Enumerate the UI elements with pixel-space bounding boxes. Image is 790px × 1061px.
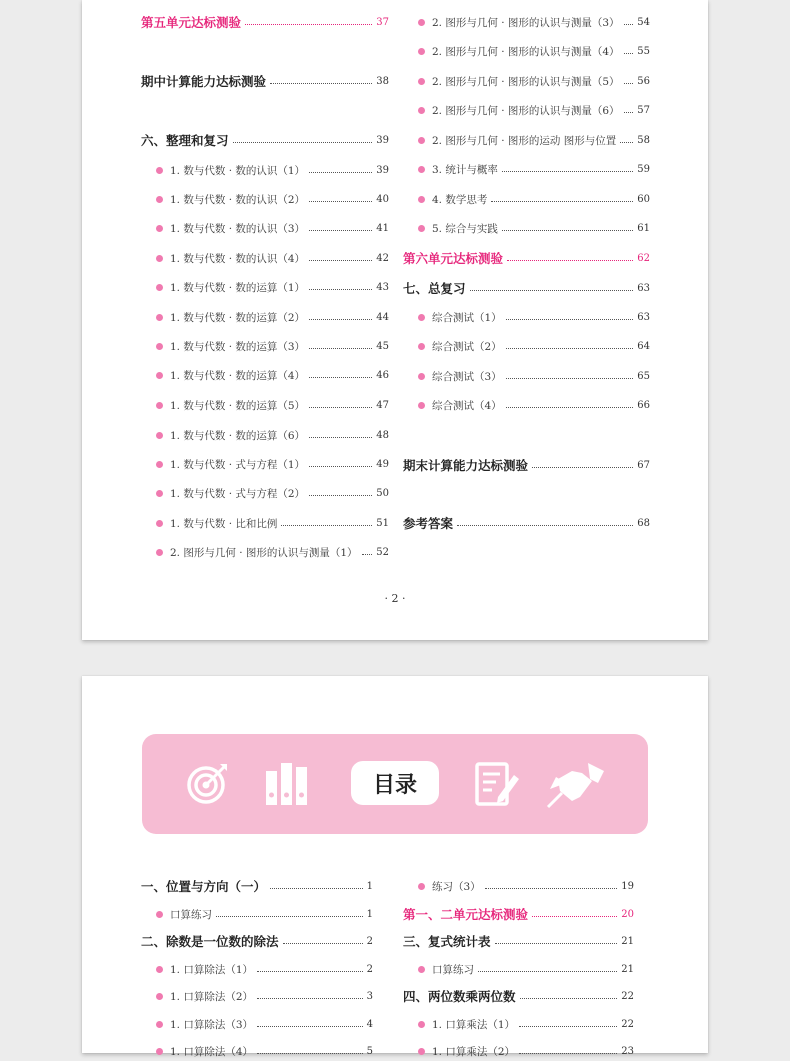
toc-entry-label: 1. 口算除法（3）: [170, 1018, 254, 1031]
bullet-icon: [418, 373, 425, 380]
toc-entry[interactable]: [418, 159, 650, 179]
toc-entry[interactable]: [418, 1014, 634, 1034]
toc-entry-page: 4: [366, 1018, 373, 1030]
toc-entry-page: 45: [376, 340, 389, 352]
toc-entry-page: 52: [376, 546, 389, 558]
dot-leader: [491, 201, 633, 202]
toc-entry[interactable]: [418, 100, 650, 120]
toc-entry-label: 2. 图形与几何 · 图形的认识与测量（4）: [432, 45, 620, 58]
toc-entry-page: 48: [376, 429, 389, 441]
toc-entry-label: 第六单元达标测验: [403, 251, 504, 266]
toc-entry-label: 1. 数与代数 · 数的认识（3）: [170, 222, 306, 235]
toc-entry-label: 六、整理和复习: [141, 133, 229, 148]
toc-entry-page: 50: [376, 487, 389, 499]
dot-leader: [624, 53, 634, 54]
bullet-icon: [418, 225, 425, 232]
dot-leader: [624, 83, 634, 84]
toc-section-heading[interactable]: [403, 248, 650, 268]
toc-entry-page: 42: [376, 252, 389, 264]
toc-entry-label: 1. 数与代数 · 比和比例: [170, 517, 278, 530]
toc-entry[interactable]: [418, 959, 634, 979]
toc-entry-page: 5: [366, 1045, 373, 1057]
toc-section-heading[interactable]: [403, 278, 650, 298]
toc-entry-label: 第一、二单元达标测验: [403, 907, 529, 922]
bullet-icon: [418, 78, 425, 85]
toc-entry-label: 1. 数与代数 · 数的运算（4）: [170, 369, 306, 382]
toc-entry-page: 51: [376, 517, 389, 529]
toc-entry-label: 1. 口算除法（4）: [170, 1045, 254, 1058]
toc-entry-label: 1. 数与代数 · 数的认识（1）: [170, 164, 306, 177]
toc-entry-label: 1. 数与代数 · 式与方程（1）: [170, 458, 306, 471]
toc-entry-label: 七、总复习: [403, 281, 466, 296]
toc-entry[interactable]: [418, 307, 650, 327]
toc-entry-label: 一、位置与方向（一）: [141, 879, 267, 894]
toc-entry-page: 56: [637, 75, 650, 87]
toc-entry-label: 4. 数学思考: [432, 193, 488, 206]
toc-entry[interactable]: [418, 336, 650, 356]
dot-leader: [457, 525, 633, 526]
dot-leader: [624, 24, 634, 25]
toc-entry-label: 练习（3）: [432, 880, 481, 893]
toc-entry-label: 1. 口算除法（2）: [170, 990, 254, 1003]
toc-entry-label: 3. 统计与概率: [432, 163, 498, 176]
bullet-icon: [418, 402, 425, 409]
toc-entry-label: 三、复式统计表: [403, 934, 491, 949]
toc-page-lower: [82, 676, 708, 1058]
toc-entry-page: 1: [366, 880, 373, 892]
dot-leader: [507, 260, 633, 261]
toc-entry-page: 57: [637, 104, 650, 116]
toc-entry-label: 综合测试（1）: [432, 311, 502, 324]
toc-entry-page: 2: [366, 963, 373, 975]
bullet-icon: [418, 137, 425, 144]
bullet-icon: [418, 107, 425, 114]
toc-entry-page: 66: [637, 399, 650, 411]
toc-entry-page: 39: [376, 164, 389, 176]
toc-entry-label: 1. 数与代数 · 数的运算（2）: [170, 311, 306, 324]
toc-entry-page: 54: [637, 16, 650, 28]
toc-entry-label: 1. 数与代数 · 数的运算（1）: [170, 281, 306, 294]
toc-entry[interactable]: [418, 12, 650, 32]
toc-section-heading[interactable]: [403, 931, 634, 951]
dot-leader: [502, 171, 633, 172]
toc-entry-label: 2. 图形与几何 · 图形的认识与测量（3）: [432, 16, 620, 29]
bullet-icon: [418, 314, 425, 321]
toc-entry-label: 2. 图形与几何 · 图形的认识与测量（6）: [432, 104, 620, 117]
toc-entry[interactable]: [418, 1041, 634, 1061]
dot-leader: [478, 971, 617, 972]
toc-entry-label: 参考答案: [403, 516, 454, 531]
toc-entry-label: 1. 数与代数 · 数的运算（3）: [170, 340, 306, 353]
toc-entry-label: 期中计算能力达标测验: [141, 74, 267, 89]
toc-entry-page: 62: [637, 252, 650, 264]
toc-entry-page: 43: [376, 281, 389, 293]
toc-entry-label: 2. 图形与几何 · 图形的认识与测量（5）: [432, 75, 620, 88]
toc-entry-page: 19: [621, 880, 634, 892]
toc-entry-page: 1: [366, 908, 373, 920]
dot-leader: [506, 378, 634, 379]
toc-entry[interactable]: [418, 41, 650, 61]
dot-leader: [506, 319, 634, 320]
toc-entry[interactable]: [418, 876, 634, 896]
toc-entry[interactable]: [418, 71, 650, 91]
page-number: · 2 ·: [384, 592, 406, 605]
toc-entry-page: 44: [376, 311, 389, 323]
toc-title: 目录: [351, 761, 439, 805]
toc-entry-page: 21: [621, 935, 634, 947]
bullet-icon: [418, 343, 425, 350]
dot-leader: [532, 916, 617, 917]
toc-entry-page: 2: [366, 935, 373, 947]
toc-right-column: [82, 676, 708, 1058]
bullet-icon: [418, 1021, 425, 1028]
dot-leader: [485, 888, 618, 889]
toc-entry-page: 55: [637, 45, 650, 57]
toc-entry-label: 综合测试（4）: [432, 399, 502, 412]
toc-entry-page: 67: [637, 459, 650, 471]
toc-entry-page: 58: [637, 134, 650, 146]
dot-leader: [502, 230, 633, 231]
toc-entry-page: 20: [621, 908, 634, 920]
toc-entry-label: 1. 数与代数 · 式与方程（2）: [170, 487, 306, 500]
toc-entry-label: 1. 口算乘法（1）: [432, 1018, 516, 1031]
toc-entry-label: 口算练习: [432, 963, 474, 976]
dot-leader: [506, 407, 634, 408]
toc-entry-label: 二、除数是一位数的除法: [141, 934, 279, 949]
toc-entry-label: 第五单元达标测验: [141, 15, 242, 30]
toc-entry[interactable]: [418, 366, 650, 386]
dot-leader: [470, 290, 634, 291]
toc-entry-label: 2. 图形与几何 · 图形的认识与测量（1）: [170, 546, 358, 559]
toc-entry-label: 1. 口算除法（1）: [170, 963, 254, 976]
dot-leader: [519, 1026, 617, 1027]
toc-right-column: [82, 0, 708, 640]
toc-entry-page: 40: [376, 193, 389, 205]
toc-entry[interactable]: [418, 130, 650, 150]
bullet-icon: [418, 166, 425, 173]
toc-entry-label: 1. 数与代数 · 数的认识（2）: [170, 193, 306, 206]
toc-entry[interactable]: [418, 189, 650, 209]
toc-entry-page: 22: [621, 1018, 634, 1030]
toc-entry-label: 综合测试（2）: [432, 340, 502, 353]
toc-entry-page: 63: [637, 311, 650, 323]
toc-entry-page: 46: [376, 369, 389, 381]
dot-leader: [620, 142, 633, 143]
toc-entry-page: 38: [376, 75, 389, 87]
toc-entry-page: 21: [621, 963, 634, 975]
toc-entry-label: 综合测试（3）: [432, 370, 502, 383]
toc-entry-label: 1. 数与代数 · 数的认识（4）: [170, 252, 306, 265]
toc-section-heading[interactable]: [403, 904, 634, 924]
toc-entry-page: 49: [376, 458, 389, 470]
toc-section-heading[interactable]: [403, 455, 650, 475]
toc-entry-page: 41: [376, 222, 389, 234]
toc-entry-page: 39: [376, 134, 389, 146]
toc-section-heading[interactable]: [403, 513, 650, 533]
toc-entry-label: 口算练习: [170, 908, 212, 921]
dot-leader: [624, 112, 634, 113]
bullet-icon: [418, 19, 425, 26]
toc-entry-page: 37: [376, 16, 389, 28]
bullet-icon: [418, 48, 425, 55]
bullet-icon: [418, 883, 425, 890]
toc-entry-label: 期末计算能力达标测验: [403, 458, 529, 473]
toc-entry-page: 47: [376, 399, 389, 411]
bullet-icon: [418, 1048, 425, 1055]
dot-leader: [520, 998, 618, 999]
toc-entry-label: 1. 数与代数 · 数的运算（5）: [170, 399, 306, 412]
toc-entry-page: 65: [637, 370, 650, 382]
toc-section-heading[interactable]: [403, 986, 634, 1006]
toc-entry-label: 2. 图形与几何 · 图形的运动 图形与位置: [432, 134, 617, 147]
toc-entry-page: 22: [621, 990, 634, 1002]
toc-entry-label: 1. 口算乘法（2）: [432, 1045, 516, 1058]
bullet-icon: [418, 196, 425, 203]
toc-entry-label: 1. 数与代数 · 数的运算（6）: [170, 429, 306, 442]
toc-page-upper: [82, 0, 708, 640]
dot-leader: [532, 467, 633, 468]
toc-entry-page: 63: [637, 282, 650, 294]
toc-entry-page: 60: [637, 193, 650, 205]
bullet-icon: [418, 966, 425, 973]
toc-entry-page: 23: [621, 1045, 634, 1057]
toc-entry[interactable]: [418, 395, 650, 415]
toc-entry-page: 64: [637, 340, 650, 352]
toc-entry-page: 61: [637, 222, 650, 234]
toc-entry-label: 四、两位数乘两位数: [403, 989, 516, 1004]
toc-entry[interactable]: [418, 218, 650, 238]
dot-leader: [506, 348, 634, 349]
toc-entry-page: 59: [637, 163, 650, 175]
dot-leader: [495, 943, 618, 944]
toc-entry-label: 5. 综合与实践: [432, 222, 498, 235]
toc-entry-page: 68: [637, 517, 650, 529]
toc-entry-page: 3: [366, 990, 373, 1002]
